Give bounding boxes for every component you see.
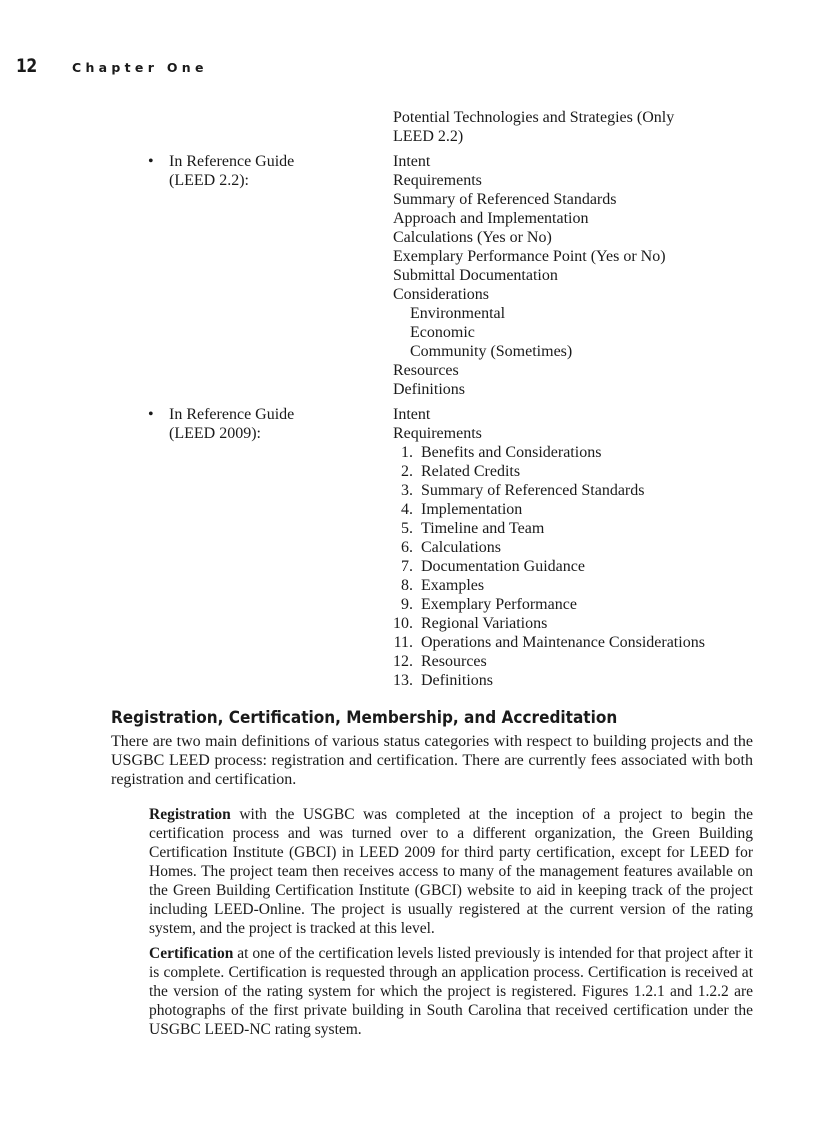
item-text: Implementation [421, 501, 523, 518]
section-heading: Registration, Certification, Membership, and Accreditation [111, 708, 618, 728]
certification-text: at one of the certification levels listed previously is intended for that project after it is complete. Certification is requested through an application process. Certification is received at the version of the rating system for which the project is registered. Figures 1.2.1 and 1.2.2 are photographs of the first private building in South Carolina that received certification under the USGBC LEED-NC rating system. [149, 945, 753, 1038]
item-number: 3. [401, 482, 413, 499]
list-subitem: Environmental [410, 305, 506, 322]
item-text: Related Credits [421, 463, 521, 480]
page-number: 12 [16, 55, 37, 77]
ref-guide-22-label: (LEED 2.2): [169, 172, 249, 189]
item-number: 5. [401, 520, 413, 537]
bullet-icon: • [148, 153, 154, 170]
list-item: Resources [393, 362, 459, 379]
list-subitem: Community (Sometimes) [410, 343, 573, 360]
item-text: Resources [421, 653, 487, 670]
registration-term: Registration [149, 806, 231, 823]
numbered-item [393, 557, 585, 576]
certification-paragraph [149, 944, 753, 1039]
list-item: Requirements [393, 172, 482, 189]
item-text: Operations and Maintenance Considerations [421, 634, 705, 651]
list-item: Approach and Implementation [393, 210, 589, 227]
item-number: 13. [393, 672, 413, 689]
list-item: Intent [393, 153, 431, 170]
list-item: Exemplary Performance Point (Yes or No) [393, 248, 666, 265]
list-item: LEED 2.2) [393, 128, 464, 145]
item-text: Documentation Guidance [421, 558, 585, 575]
list-item: Intent [393, 406, 431, 423]
list-item: Calculations (Yes or No) [393, 229, 552, 246]
registration-text: with the USGBC was completed at the inception of a project to begin the certification process and was turned over to a different organization, the Green Building Certification Institute (GBCI) in LEED 2009 for third party certification, except for LEED for Homes. The project team then receives access to many of the management features available on the Green Building Certification Institute (GBCI) website to aid in keeping track of the project including LEED-Online. The project is usually registered at the current version of the rating system, and the project is tracked at this level. [149, 806, 753, 937]
item-text: Benefits and Considerations [421, 444, 602, 461]
item-text: Definitions [421, 672, 493, 689]
certification-term: Certification [149, 945, 234, 962]
item-text: Summary of Referenced Standards [421, 482, 645, 499]
ref-guide-2009-label: (LEED 2009): [169, 425, 261, 442]
item-number: 7. [401, 558, 413, 575]
numbered-item [393, 462, 520, 481]
item-number: 8. [401, 577, 413, 594]
list-subitem: Economic [410, 324, 475, 341]
ref-guide-22-label: In Reference Guide [169, 153, 295, 170]
list-item: Requirements [393, 425, 482, 442]
item-number: 4. [401, 501, 413, 518]
list-item: Potential Technologies and Strategies (Only [393, 109, 675, 126]
numbered-item [393, 671, 493, 690]
numbered-item [393, 614, 547, 633]
numbered-item [393, 595, 577, 614]
item-text: Timeline and Team [421, 520, 545, 537]
item-number: 2. [401, 463, 413, 480]
numbered-item [393, 538, 501, 557]
list-item: Considerations [393, 286, 489, 303]
ref-guide-2009-label: In Reference Guide [169, 406, 295, 423]
numbered-item [393, 652, 487, 671]
numbered-item [393, 576, 484, 595]
item-number: 12. [393, 653, 413, 670]
item-number: 9. [401, 596, 413, 613]
numbered-item [393, 481, 644, 500]
item-text: Regional Variations [421, 615, 548, 632]
intro-paragraph: There are two main definitions of various status categories with respect to building projects and the USGBC LEED process: registration and certification. There are currently fees associated with both registration and certification. [111, 733, 753, 788]
numbered-item [393, 519, 544, 538]
item-text: Calculations [421, 539, 501, 556]
item-number: 10. [393, 615, 413, 632]
list-item: Summary of Referenced Standards [393, 191, 617, 208]
bullet-icon: • [148, 406, 154, 423]
registration-paragraph [149, 805, 753, 938]
item-number: 6. [401, 539, 413, 556]
item-number: 1. [401, 444, 413, 461]
numbered-item [393, 633, 705, 652]
numbered-item [393, 500, 522, 519]
item-text: Exemplary Performance [421, 596, 577, 613]
item-number: 11. [393, 634, 413, 651]
list-item: Submittal Documentation [393, 267, 558, 284]
list-item: Definitions [393, 381, 465, 398]
numbered-item [393, 443, 601, 462]
chapter-title: Chapter One [72, 60, 208, 75]
item-text: Examples [421, 577, 485, 594]
